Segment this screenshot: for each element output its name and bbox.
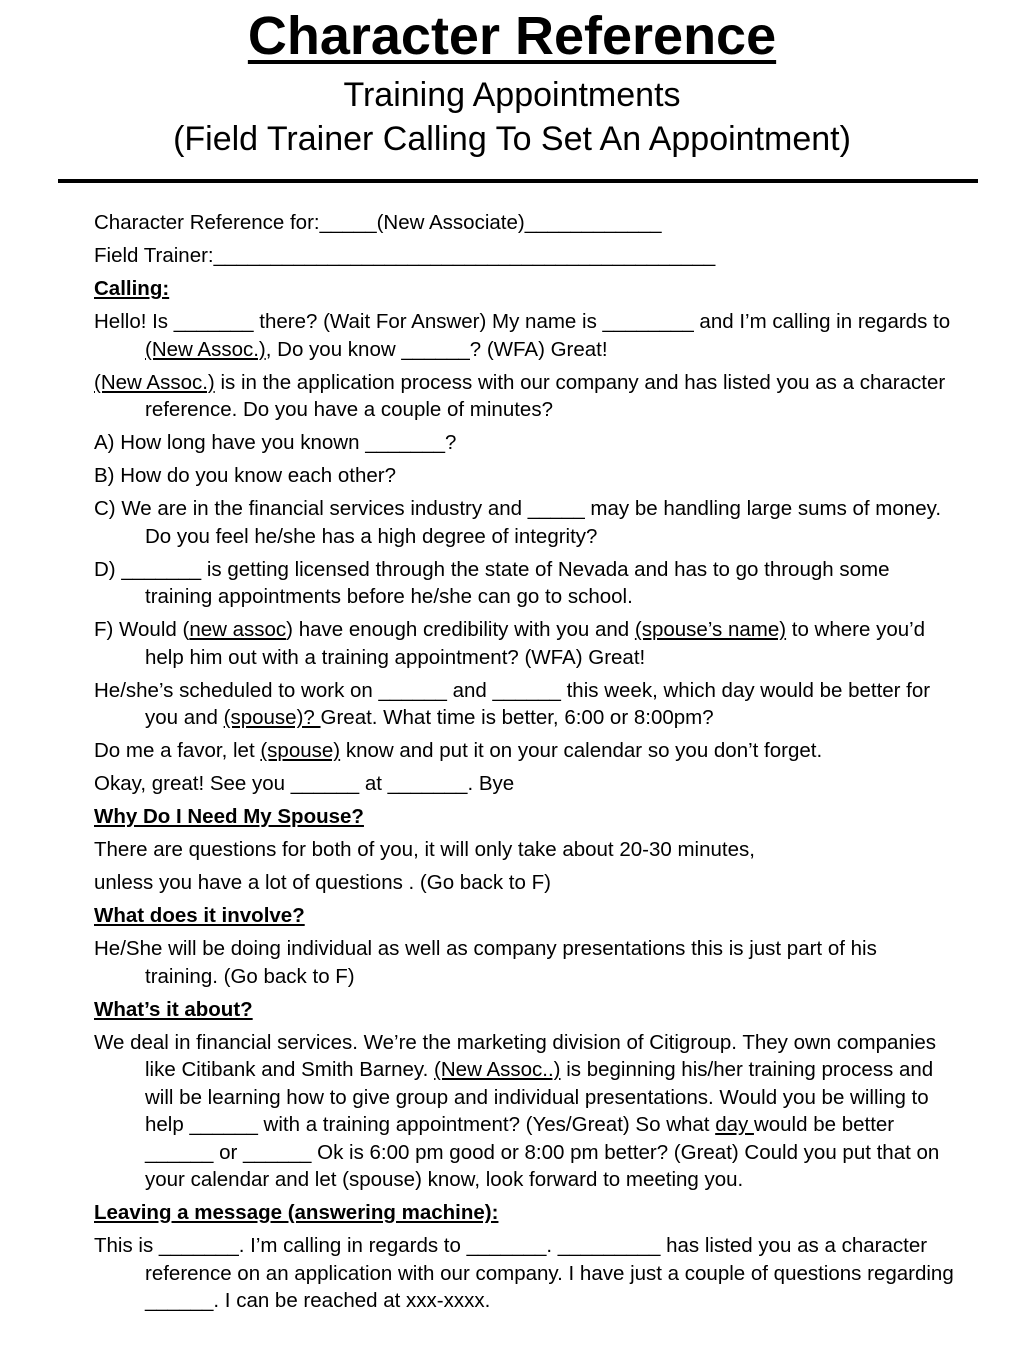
question-b: B) How do you know each other? [94,464,396,487]
new-assoc-ref: (New Assoc.) [94,370,215,394]
about-text: is beginning his/her training process and will be learning how to give group and individual presentations. Would you be willing to help ______ with a training appointment? (Yes/Great) So what [145,1058,934,1136]
message-heading: Leaving a message (answering machine): [94,1201,499,1224]
script-body [94,209,954,1320]
question-f-text: F) Would ( [94,618,190,641]
involve-paragraph: He/She will be doing individual as well as company presentations this is just part of his training. (Go back to F) [94,937,877,988]
greeting-paragraph [94,308,954,363]
question-d: D) _______ is getting licensed through the state of Nevada and has to go through some training appointments before he/she can go to school. [94,557,890,608]
spouse-line-1: There are questions for both of you, it will only take about 20-30 minutes, [94,838,755,861]
application-text: is in the application process with our company and has listed you as a character reference. Do you have a couple of minutes? [145,370,946,421]
application-paragraph [94,369,954,424]
page-title: Character Reference [247,6,777,66]
header-divider [58,179,978,183]
question-a: A) How long have you known _______? [94,431,457,454]
question-f [94,616,954,671]
about-text-end: would be better ______ or ______ Ok is 6:00 pm good or 8:00 pm better? (Great) Could you put that on your calendar and let (spouse) know, look forward to meeting you. [145,1113,940,1191]
question-c: C) We are in the financial services industry and _____ may be handling large sums of money. Do you feel he/she has a high degree of integrity? [94,497,942,548]
favor-paragraph [94,737,954,765]
greeting-text-end: , Do you know ______? (WFA) Great! [265,337,608,361]
day-ref: day [715,1113,754,1136]
greeting-text: Hello! Is _______ there? (Wait For Answer) My name is ________ and I’m calling in regards to [94,310,951,333]
spouse-line-2: unless you have a lot of questions . (Go back to F) [94,871,551,894]
new-assoc-ref: new assoc [189,618,287,641]
schedule-text-end: Great. What time is better, 6:00 or 8:00pm? [320,706,714,729]
spouse-ref: (spouse) [260,739,341,762]
new-assoc-ref: (New Assoc..) [434,1058,561,1081]
spouse-heading: Why Do I Need My Spouse? [94,805,364,828]
spouse-ref: (spouse)? [223,706,321,729]
character-reference-field: Character Reference for:_____(New Associate)____________ [94,211,662,234]
question-f-text: ) have enough credibility with you and [286,618,635,641]
message-paragraph: This is _______. I’m calling in regards to _______. _________ has listed you as a character reference on an application with our company. I have just a couple of questions regarding ______. I can be reached at xxx-xxxx. [94,1234,954,1312]
about-paragraph [94,1029,954,1194]
schedule-paragraph [94,677,954,732]
page-subtitle-detail: (Field Trainer Calling To Set An Appointment) [173,120,851,158]
schedule-text: He/she’s scheduled to work on ______ and ______ this week, which day would be better for you and [94,678,931,729]
spouse-name-ref: (spouse’s name) [634,618,787,641]
field-trainer-field: Field Trainer:____________________________________________ [94,244,716,267]
involve-heading: What does it involve? [94,904,305,927]
question-f-text-end: to where you’d help him out with a training appointment? (WFA) Great! [145,618,926,669]
favor-text: Do me a favor, let [94,739,261,762]
about-text: We deal in financial services. We’re the marketing division of Citigroup. They own companies like Citibank and Smith Barney. [94,1030,937,1081]
page-subtitle: Training Appointments [343,76,681,114]
closing-line: Okay, great! See you ______ at _______. Bye [94,772,515,795]
new-assoc-ref: (New Assoc.) [145,337,266,361]
about-heading: What’s it about? [94,997,253,1021]
favor-text-end: know and put it on your calendar so you don’t forget. [340,739,823,762]
calling-heading: Calling: [94,277,170,300]
